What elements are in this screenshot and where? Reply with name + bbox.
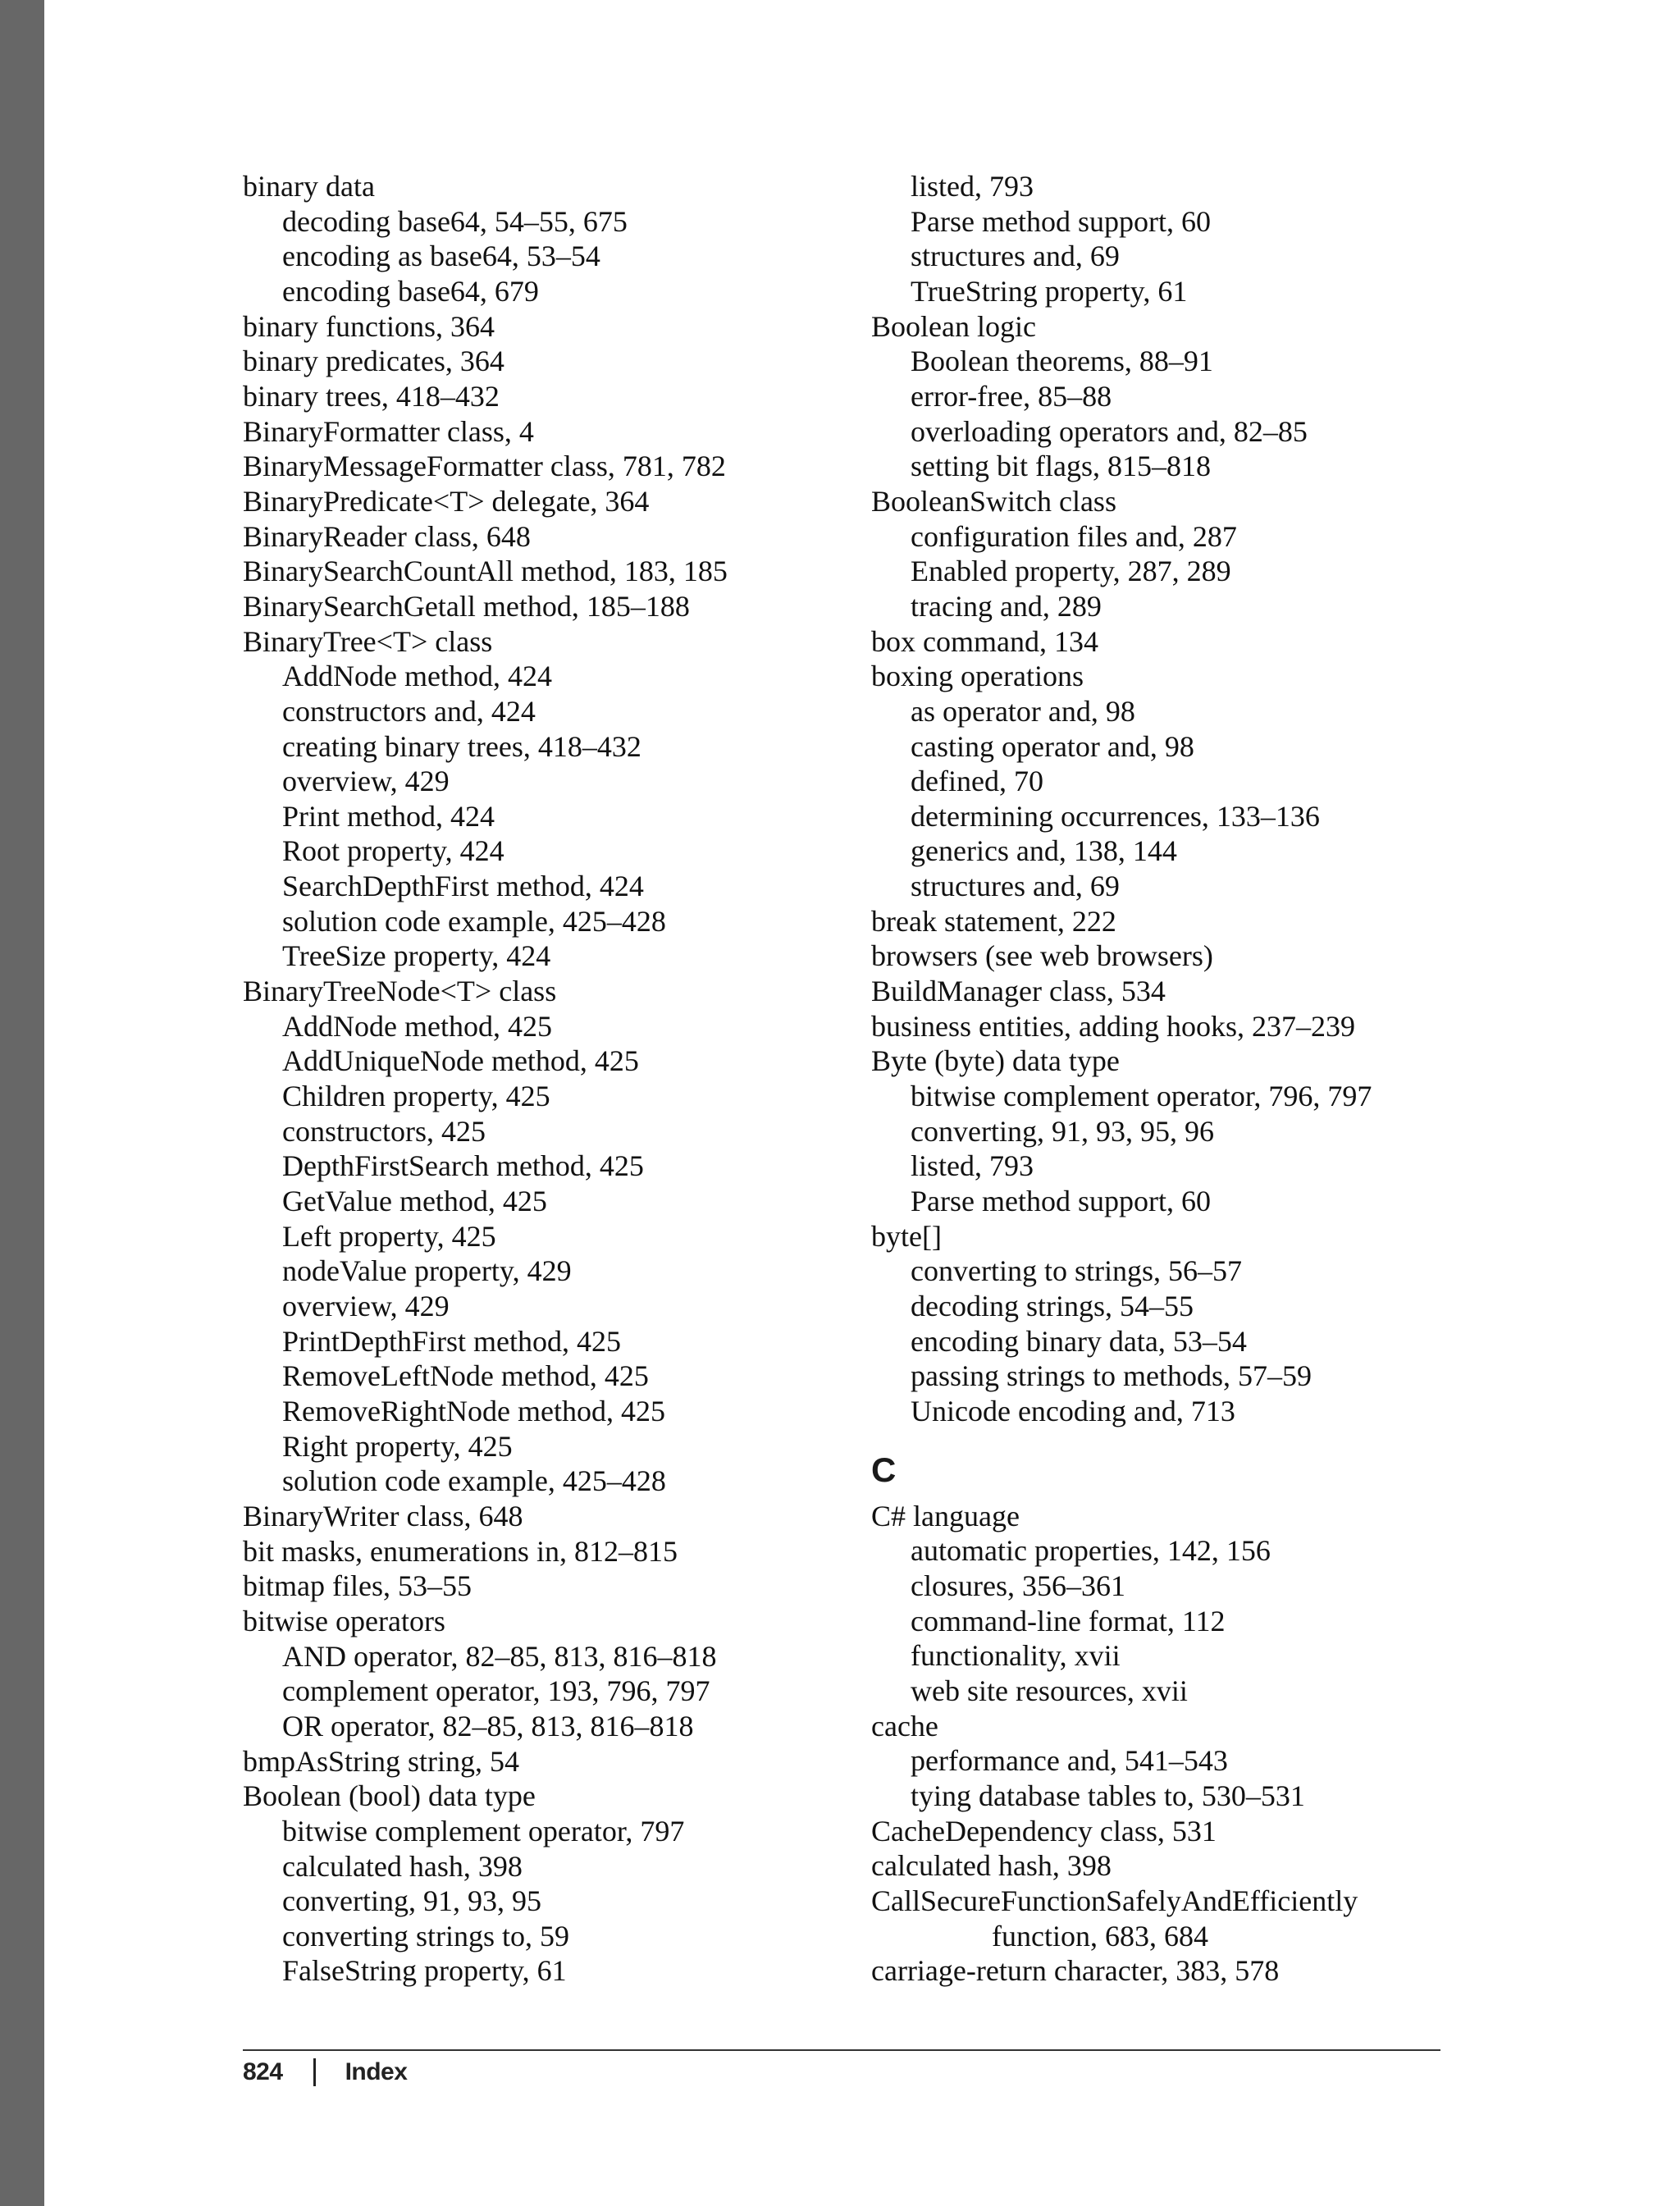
index-entry: cache <box>871 1709 938 1742</box>
index-entry: BinaryReader class, 648 <box>243 519 531 553</box>
index-subentry: AddUniqueNode method, 425 <box>282 1044 639 1078</box>
index-entry: binary trees, 418–432 <box>243 379 500 413</box>
index-subentry: RemoveRightNode method, 425 <box>282 1394 665 1427</box>
index-entry: bitwise operators <box>243 1604 445 1637</box>
index-subentry: DepthFirstSearch method, 425 <box>282 1149 644 1183</box>
index-entry: Byte (byte) data type <box>871 1044 1120 1078</box>
index-subentry: nodeValue property, 429 <box>282 1254 572 1288</box>
index-entry: browsers (see web browsers) <box>871 939 1213 973</box>
index-subentry: Right property, 425 <box>282 1429 513 1463</box>
index-entry: box command, 134 <box>871 624 1098 658</box>
index-subentry: Root property, 424 <box>282 834 504 868</box>
index-subentry: function, 683, 684 <box>992 1919 1208 1953</box>
index-entry: business entities, adding hooks, 237–239 <box>871 1009 1355 1043</box>
index-subentry: calculated hash, 398 <box>282 1849 523 1883</box>
index-subentry: error-free, 85–88 <box>911 379 1112 413</box>
footer-separator <box>313 2058 316 2086</box>
index-subentry: casting operator and, 98 <box>911 729 1194 763</box>
index-entry: BinaryTree<T> class <box>243 624 493 658</box>
index-subentry: converting, 91, 93, 95, 96 <box>911 1114 1214 1148</box>
index-entry: BinaryPredicate<T> delegate, 364 <box>243 484 650 518</box>
index-subentry: Parse method support, 60 <box>911 204 1211 238</box>
index-group-b-continued <box>871 169 1462 1429</box>
section-heading-c: C <box>871 1450 897 1489</box>
index-subentry: Unicode encoding and, 713 <box>911 1394 1235 1427</box>
index-subentry: converting to strings, 56–57 <box>911 1254 1242 1288</box>
index-entry: calculated hash, 398 <box>871 1849 1112 1883</box>
index-subentry: structures and, 69 <box>911 870 1120 903</box>
index-subentry: passing strings to methods, 57–59 <box>911 1359 1312 1393</box>
index-entry: CacheDependency class, 531 <box>871 1814 1217 1847</box>
page-number: 824 <box>243 2058 283 2085</box>
index-subentry: determining occurrences, 133–136 <box>911 799 1320 833</box>
index-entry: bit masks, enumerations in, 812–815 <box>243 1534 678 1568</box>
index-subentry: encoding as base64, 53–54 <box>282 240 600 273</box>
index-subentry: bitwise complement operator, 797 <box>282 1814 685 1847</box>
index-subentry: complement operator, 193, 796, 797 <box>282 1674 710 1708</box>
index-entry: bitmap files, 53–55 <box>243 1569 472 1603</box>
index-entry: BinarySearchCountAll method, 183, 185 <box>243 555 728 588</box>
index-subentry: overloading operators and, 82–85 <box>911 414 1308 448</box>
index-entry: BinaryMessageFormatter class, 781, 782 <box>243 450 726 483</box>
index-subentry: converting, 91, 93, 95 <box>282 1884 541 1918</box>
index-subentry: as operator and, 98 <box>911 694 1135 728</box>
index-entry: BinaryTreeNode<T> class <box>243 975 557 1008</box>
index-subentry: Parse method support, 60 <box>911 1185 1211 1218</box>
index-subentry: GetValue method, 425 <box>282 1185 547 1218</box>
index-entry: BinaryWriter class, 648 <box>243 1499 523 1532</box>
index-subentry: command-line format, 112 <box>911 1604 1226 1637</box>
index-subentry: encoding base64, 679 <box>282 274 539 308</box>
index-subentry: overview, 429 <box>282 1290 450 1322</box>
index-entry: C# language <box>871 1499 1020 1532</box>
index-entry: boxing operations <box>871 660 1084 693</box>
index-subentry: PrintDepthFirst method, 425 <box>282 1324 621 1358</box>
index-subentry: encoding binary data, 53–54 <box>911 1324 1247 1358</box>
index-entry: Boolean logic <box>871 309 1036 343</box>
index-subentry: tracing and, 289 <box>911 589 1102 623</box>
index-entry: BooleanSwitch class <box>871 484 1116 518</box>
index-subentry: solution code example, 425–428 <box>282 904 666 938</box>
index-subentry: constructors, 425 <box>282 1114 486 1148</box>
index-subentry: bitwise complement operator, 796, 797 <box>911 1080 1372 1113</box>
index-subentry: tying database tables to, 530–531 <box>911 1779 1305 1812</box>
index-subentry: closures, 356–361 <box>911 1569 1125 1602</box>
index-subentry: OR operator, 82–85, 813, 816–818 <box>282 1709 694 1742</box>
index-entry: Boolean (bool) data type <box>243 1779 536 1813</box>
index-subentry: functionality, xvii <box>911 1639 1121 1673</box>
index-entry: byte[] <box>871 1219 942 1253</box>
index-subentry: constructors and, 424 <box>282 694 536 728</box>
index-subentry: setting bit flags, 815–818 <box>911 450 1211 483</box>
index-group-c <box>871 1499 1462 1989</box>
index-subentry: SearchDepthFirst method, 424 <box>282 870 644 903</box>
index-subentry: configuration files and, 287 <box>911 519 1237 553</box>
index-subentry: Boolean theorems, 88–91 <box>911 345 1213 378</box>
index-subentry: overview, 429 <box>282 765 450 798</box>
index-subentry: listed, 793 <box>911 1149 1034 1183</box>
index-subentry: TrueString property, 61 <box>911 274 1188 308</box>
index-entry: bmpAsString string, 54 <box>243 1744 520 1778</box>
index-entry: CallSecureFunctionSafelyAndEfficiently <box>871 1884 1358 1917</box>
index-entry: binary data <box>243 170 375 203</box>
index-subentry: Enabled property, 287, 289 <box>911 555 1231 588</box>
index-subentry: Children property, 425 <box>282 1080 550 1113</box>
index-entry: binary predicates, 364 <box>243 345 504 378</box>
index-entry: break statement, 222 <box>871 904 1116 938</box>
index-subentry: AND operator, 82–85, 813, 816–818 <box>282 1639 717 1673</box>
index-subentry: performance and, 541–543 <box>911 1744 1228 1778</box>
index-subentry: automatic properties, 142, 156 <box>911 1534 1271 1568</box>
index-subentry: AddNode method, 424 <box>282 660 552 693</box>
index-subentry: defined, 70 <box>911 765 1043 798</box>
index-entry: binary functions, 364 <box>243 309 495 343</box>
index-column-right <box>871 169 1462 1989</box>
index-entry: BuildManager class, 534 <box>871 975 1166 1008</box>
index-subentry: generics and, 138, 144 <box>911 834 1177 868</box>
page-edge-bar <box>0 0 44 2206</box>
index-subentry: Left property, 425 <box>282 1219 496 1253</box>
index-subentry: AddNode method, 425 <box>282 1009 552 1043</box>
index-subentry: Print method, 424 <box>282 799 495 833</box>
page-footer <box>243 2056 407 2089</box>
index-subentry: web site resources, xvii <box>911 1674 1188 1707</box>
index-entry: BinarySearchGetall method, 185–188 <box>243 589 690 623</box>
footer-section-title: Index <box>345 2058 408 2085</box>
index-subentry: creating binary trees, 418–432 <box>282 729 641 763</box>
index-subentry: structures and, 69 <box>911 240 1120 273</box>
index-subentry: TreeSize property, 424 <box>282 939 551 973</box>
index-entry: BinaryFormatter class, 4 <box>243 414 534 448</box>
footer-rule <box>243 2049 1440 2051</box>
index-entry: carriage-return character, 383, 578 <box>871 1954 1280 1988</box>
index-subentry: decoding base64, 54–55, 675 <box>282 204 628 238</box>
index-subentry: listed, 793 <box>911 170 1034 203</box>
index-subentry: FalseString property, 61 <box>282 1954 567 1988</box>
index-column-left <box>243 169 850 1989</box>
index-subentry: converting strings to, 59 <box>282 1919 569 1953</box>
index-subentry: solution code example, 425–428 <box>282 1464 666 1498</box>
index-subentry: RemoveLeftNode method, 425 <box>282 1359 649 1393</box>
index-subentry: decoding strings, 54–55 <box>911 1290 1194 1322</box>
